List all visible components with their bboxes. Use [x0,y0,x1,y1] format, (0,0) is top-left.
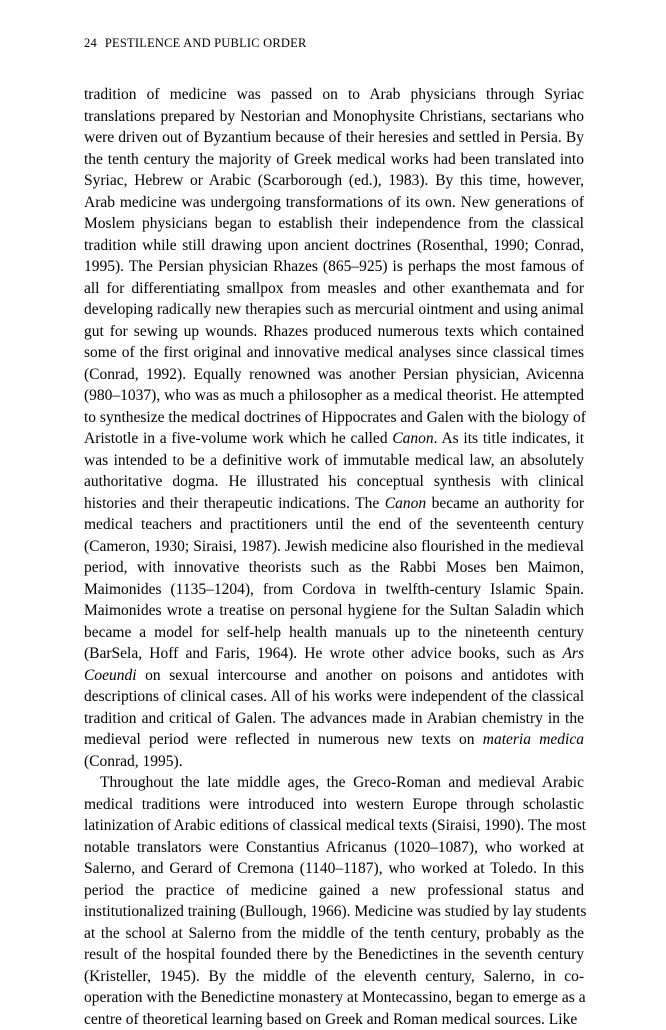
text-line [84,686,584,708]
running-head [84,36,307,51]
text-line [84,106,584,128]
text-run: Arab medicine was undergoing transformations of its own. New generations of [84,194,584,211]
text-run: latinization of Arabic editions of classical medical texts (Siraisi, 1990). The most [84,817,586,834]
text-run: result of the hospital founded there by the Benedictines in the seventh century [84,946,584,963]
text-run: to synthesize the medical doctrines of Hippocrates and Galen with the biology of [84,409,586,426]
text-line [84,514,584,536]
text-line [84,880,584,902]
text-run: operation with the Benedictine monastery at Montecassino, began to emerge as a [84,989,586,1006]
text-line [84,321,584,343]
text-run: Throughout the late middle ages, the Greco-Roman and medieval Arabic [100,774,584,791]
text-run: some of the first original and innovative medical analyses since classical times [84,344,584,361]
text-line [84,579,584,601]
text-line [84,794,584,816]
text-run: histories and their therapeutic indications. The [84,495,385,512]
text-line [84,751,584,773]
text-run: (Conrad, 1992). Equally renowned was another Persian physician, Avicenna [84,366,584,383]
text-line [84,815,584,837]
text-run: Moslem physicians began to establish their independence from the classical [84,215,584,232]
running-head-title: PESTILENCE AND PUBLIC ORDER [105,36,307,50]
text-run: translations prepared by Nestorian and Monophysite Christians, sectarians who [84,108,584,125]
text-line [84,192,584,214]
text-run: descriptions of clinical cases. All of his works were independent of the classical [84,688,584,705]
text-line [84,708,584,730]
text-run: authoritative dogma. He illustrated his conceptual synthesis with clinical [84,473,584,490]
text-line [84,944,584,966]
body-text [84,84,584,1030]
text-line [84,364,584,386]
text-run: Aristotle in a five-volume work which he called [84,430,392,447]
text-line [84,385,584,407]
text-line [84,665,584,687]
italic-term: Ars [562,645,584,662]
text-run: period the practice of medicine gained a new professional status and [84,882,584,899]
text-line [84,966,584,988]
text-line [84,278,584,300]
text-line [84,772,584,794]
paragraph [84,84,584,772]
text-line [84,643,584,665]
text-run: period, with innovative theorists such as the Rabbi Moses ben Maimon, [84,559,584,576]
text-run: became an authority for [426,495,584,512]
text-run: . As its title indicates, it [434,430,584,447]
paragraph [84,772,584,1030]
text-run: on sexual intercourse and another on poisons and antidotes with [137,667,584,684]
text-run: medical traditions were introduced into western Europe through scholastic [84,796,584,813]
text-run: medical teachers and practitioners until the end of the seventeenth century [84,516,584,533]
page-number: 24 [84,36,97,50]
text-run: notable translators were Constantius Africanus (1020–1087), who worked at [84,839,584,856]
text-line [84,299,584,321]
text-line [84,837,584,859]
text-run: became a model for self-help health manuals up to the nineteenth century [84,624,584,641]
text-run: Maimonides wrote a treatise on personal hygiene for the Sultan Saladin which [84,602,584,619]
text-line [84,127,584,149]
text-line [84,901,584,923]
text-run: tradition while still drawing upon ancient doctrines (Rosenthal, 1990; Conrad, [84,237,584,254]
text-line [84,84,584,106]
text-run: institutionalized training (Bullough, 1966). Medicine was studied by lay students [84,903,586,920]
text-run: Syriac, Hebrew or Arabic (Scarborough (ed.), 1983). By this time, however, [84,172,584,189]
text-line [84,600,584,622]
text-run: all for differentiating smallpox from measles and other exanthemata and for [84,280,584,297]
text-line [84,622,584,644]
text-run: medieval period were reflected in numerous new texts on [84,731,483,748]
text-run: the tenth century the majority of Greek medical works had been translated into [84,151,584,168]
text-run: tradition of medicine was passed on to Arab physicians through Syriac [84,86,584,103]
text-run: (BarSela, Hoff and Faris, 1964). He wrote other advice books, such as [84,645,562,662]
text-line [84,987,584,1009]
text-run: was intended to be a definitive work of immutable medical law, an absolutely [84,452,584,469]
italic-term: Canon [385,495,426,512]
text-run: (Cameron, 1930; Siraisi, 1987). Jewish medicine also flourished in the medieval [84,538,584,555]
text-line [84,923,584,945]
text-run: Maimonides (1135–1204), from Cordova in twelfth-century Islamic Spain. [84,581,584,598]
text-line [84,471,584,493]
text-line [84,149,584,171]
italic-term: Coeundi [84,667,137,684]
italic-term: materia medica [483,731,584,748]
text-line [84,407,584,429]
text-line [84,536,584,558]
text-line [84,1009,584,1030]
text-line [84,450,584,472]
text-run: (Kristeller, 1945). By the middle of the eleventh century, Salerno, in co- [84,968,584,985]
text-line [84,256,584,278]
text-run: centre of theoretical learning based on Greek and Roman medical sources. Like [84,1011,577,1028]
text-run: were driven out of Byzantium because of their heresies and settled in Persia. By [84,129,584,146]
text-run: developing radically new therapies such as mercurial ointment and using animal [84,301,584,318]
text-run: (980–1037), who was as much a philosopher as a medical theorist. He attempted [84,387,584,404]
text-line [84,729,584,751]
text-run: tradition and critical of Galen. The advances made in Arabian chemistry in the [84,710,584,727]
text-run: Salerno, and Gerard of Cremona (1140–1187), who worked at Toledo. In this [84,860,584,877]
text-run: 1995). The Persian physician Rhazes (865–925) is perhaps the most famous of [84,258,584,275]
text-run: at the school at Salerno from the middle of the tenth century, probably as the [84,925,584,942]
text-run: (Conrad, 1995). [84,753,183,770]
text-run: gut for sewing up wounds. Rhazes produced numerous texts which contained [84,323,584,340]
text-line [84,428,584,450]
text-line [84,342,584,364]
text-line [84,493,584,515]
italic-term: Canon [392,430,433,447]
text-line [84,235,584,257]
text-line [84,557,584,579]
text-line [84,170,584,192]
text-line [84,858,584,880]
text-line [84,213,584,235]
